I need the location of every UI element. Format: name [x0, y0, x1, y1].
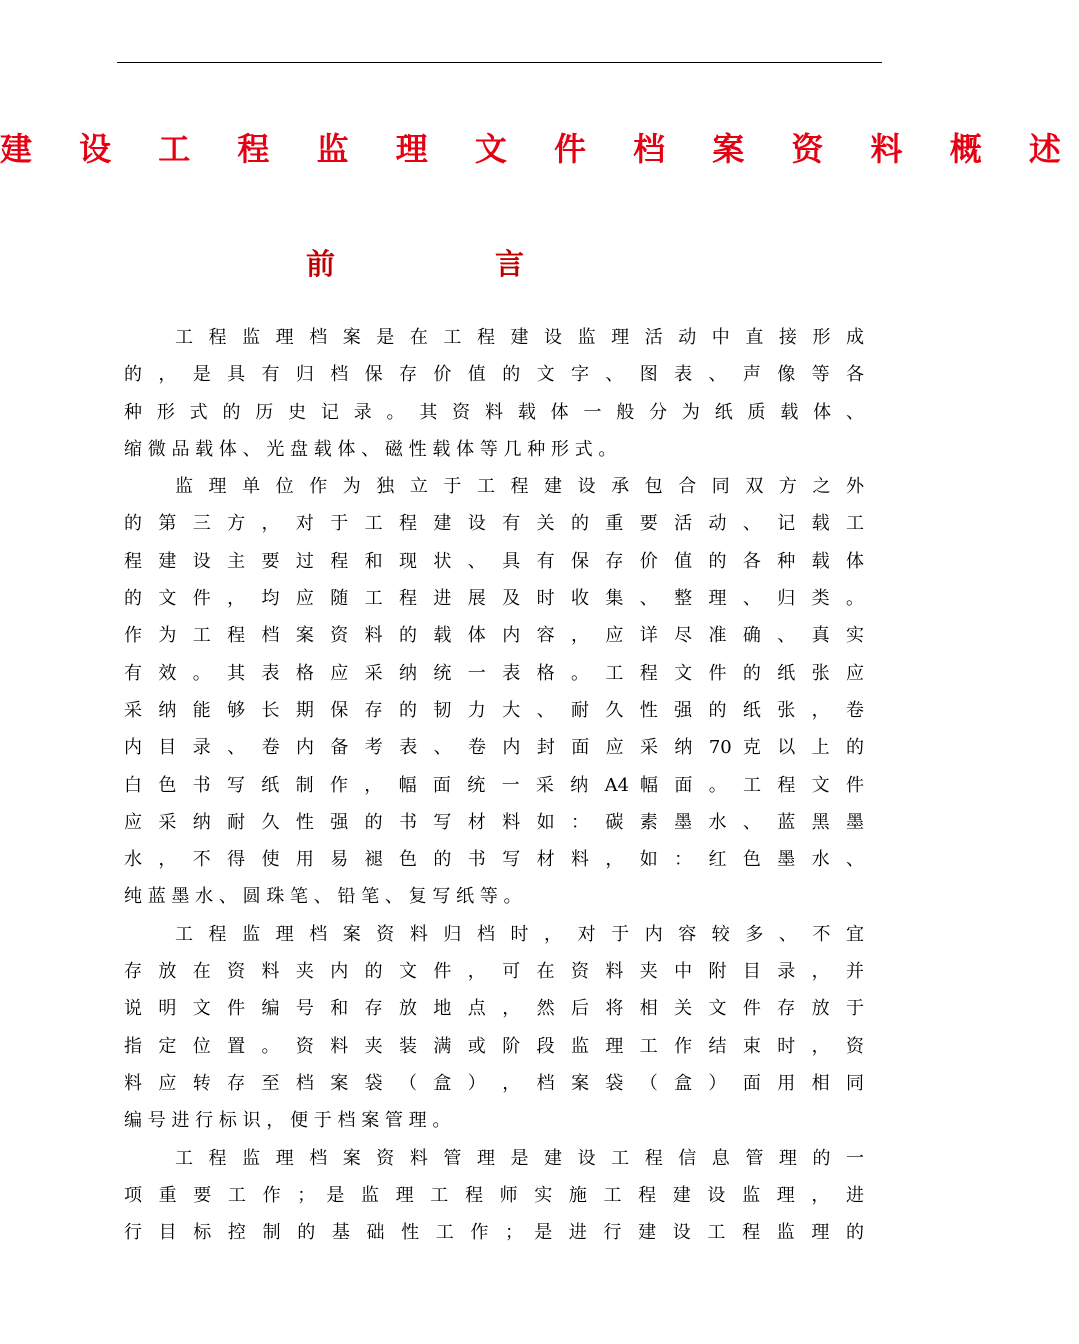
- paragraph-line: 的 文 件 ， 均 应 随 工 程 进 展 及 时 收 集 、 整 理 、 归 类 。: [124, 588, 864, 610]
- paragraph-line: 程 建 设 主 要 过 程 和 现 状 、 具 有 保 存 价 值 的 各 种 载 体: [124, 550, 864, 572]
- paragraph-line: 缩 微 品 载 体 、 光 盘 载 体 、 磁 性 载 体 等 几 种 形 式 。: [124, 438, 617, 460]
- paragraph-line: 的 ， 是 具 有 归 档 保 存 价 值 的 文 字 、 图 表 、 声 像 等 各: [124, 364, 864, 386]
- paragraph-line: 指 定 位 置 。 资 料 夹 装 满 或 阶 段 监 理 工 作 结 束 时 ， 资: [124, 1035, 864, 1057]
- paragraph-line: 项 重 要 工 作 ； 是 监 理 工 程 师 实 施 工 程 建 设 监 理 ， 进: [124, 1184, 864, 1206]
- paragraph: [124, 468, 864, 916]
- body-text: [124, 319, 864, 1251]
- paragraph-line: 应 采 纳 耐 久 性 强 的 书 写 材 料 如 ： 碳 素 墨 水 、 蓝 黑 墨: [124, 811, 864, 833]
- paragraph: [124, 1140, 864, 1252]
- paragraph-line: 内 目 录 、 卷 内 备 考 表 、 卷 内 封 面 应 采 纳 70 克 以 上 的: [124, 737, 864, 759]
- paragraph: [124, 319, 864, 468]
- paragraph-line: 监 理 单 位 作 为 独 立 于 工 程 建 设 承 包 合 同 双 方 之 外: [175, 476, 864, 498]
- paragraph-line: 种 形 式 的 历 史 记 录 。 其 资 料 载 体 一 般 分 为 纸 质 载 体 、: [124, 401, 864, 423]
- paragraph-line: 有 效 。 其 表 格 应 采 纳 统 一 表 格 。 工 程 文 件 的 纸 张 应: [124, 662, 864, 684]
- paragraph-line: 采 纳 能 够 长 期 保 存 的 韧 力 大 、 耐 久 性 强 的 纸 张 ， 卷: [124, 699, 864, 721]
- paragraph-line: 工 程 监 理 档 案 是 在 工 程 建 设 监 理 活 动 中 直 接 形 成: [175, 327, 864, 348]
- paragraph-line: 料 应 转 存 至 档 案 袋 （ 盒 ） ， 档 案 袋 （ 盒 ） 面 用 相 同: [124, 1072, 864, 1094]
- paragraph-line: 工 程 监 理 档 案 资 料 管 理 是 建 设 工 程 信 息 管 理 的 一: [175, 1147, 864, 1169]
- paragraph: [124, 916, 864, 1140]
- paragraph-line: 纯 蓝 墨 水 、 圆 珠 笔 、 铅 笔 、 复 写 纸 等 。: [124, 886, 522, 908]
- paragraph-line: 行 目 标 控 制 的 基 础 性 工 作 ； 是 进 行 建 设 工 程 监 理 的: [124, 1222, 864, 1244]
- paragraph-line: 存 放 在 资 料 夹 内 的 文 件 ， 可 在 资 料 夹 中 附 目 录 ， 并: [124, 961, 864, 983]
- paragraph-line: 作 为 工 程 档 案 资 料 的 载 体 内 容 ， 应 详 尽 准 确 、 真 实: [124, 625, 864, 647]
- section-heading-preface: 前言: [305, 247, 684, 281]
- paragraph-line: 工 程 监 理 档 案 资 料 归 档 时 ， 对 于 内 容 较 多 、 不 宜: [175, 923, 864, 945]
- paragraph-line: 的 第 三 方 ， 对 于 工 程 建 设 有 关 的 重 要 活 动 、 记 载 工: [124, 513, 864, 535]
- paragraph-line: 编 号 进 行 标 识 ， 便 于 档 案 管 理 。: [124, 1110, 451, 1132]
- paragraph-line: 白 色 书 写 纸 制 作 ， 幅 面 统 一 采 纳 A4 幅 面 。 工 程 文 件: [124, 774, 864, 796]
- paragraph-line: 说 明 文 件 编 号 和 存 放 地 点 ， 然 后 将 相 关 文 件 存 放 于: [124, 998, 864, 1020]
- paragraph-line: 水 ， 不 得 使 用 易 褪 色 的 书 写 材 料 ， 如 ： 红 色 墨 水 、: [124, 849, 864, 871]
- header-rule: [117, 62, 882, 63]
- document-title: 建 设 工 程 监 理 文 件 档 案 资 料 概 述: [0, 130, 1079, 168]
